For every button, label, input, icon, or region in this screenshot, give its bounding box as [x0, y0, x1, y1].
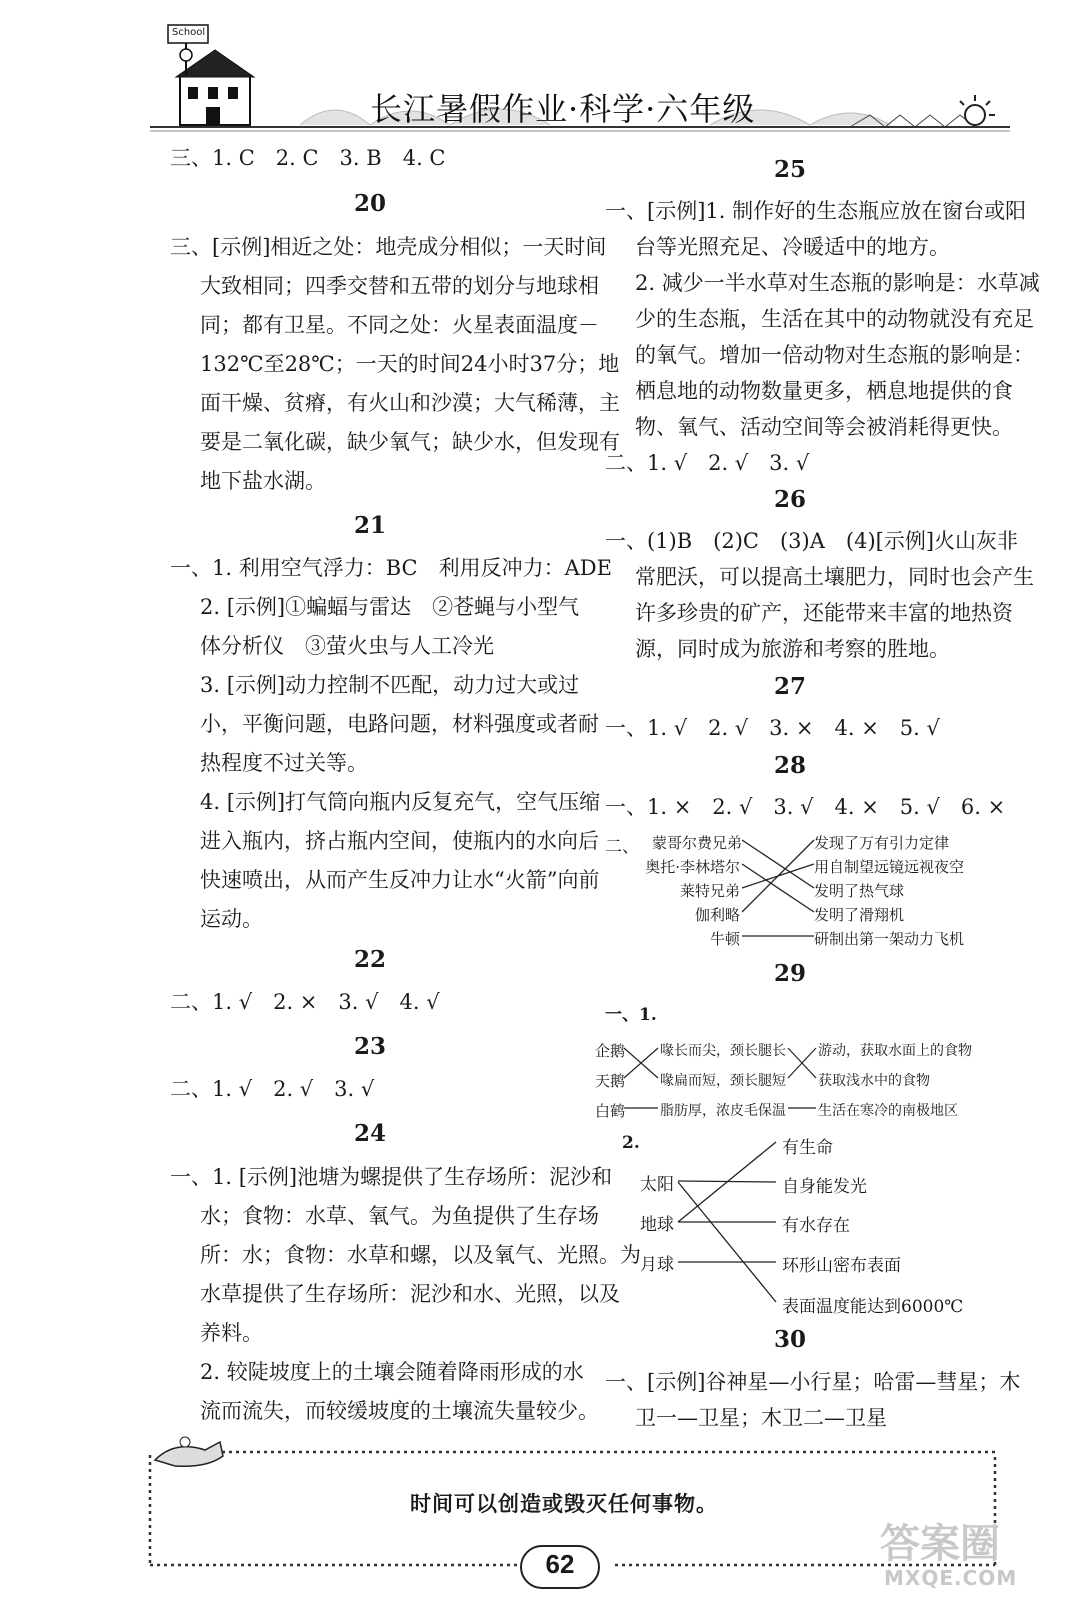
section-number-21: 21 [353, 512, 386, 539]
match-lines-29-2 [676, 1130, 786, 1310]
feature-item: 脂肪厚，浓皮毛保温 [660, 1103, 786, 1119]
match-left-item: 伽利略 [694, 906, 740, 924]
match-prefix: 二、 [605, 837, 639, 857]
text-line: 养料。 [200, 1321, 263, 1345]
match-right-item: 发明了滑翔机 [814, 906, 905, 924]
property-item: 有生命 [782, 1138, 833, 1158]
text-line: 源，同时成为旅游和考察的胜地。 [635, 637, 950, 661]
property-item: 自身能发光 [782, 1177, 867, 1197]
section-number-27: 27 [773, 673, 806, 700]
section-number-20: 20 [353, 190, 386, 217]
text-line: 卫一—卫星；木卫二—卫星 [635, 1406, 887, 1430]
animal-item: 白鹤 [595, 1102, 626, 1120]
section-number-29: 29 [773, 960, 806, 987]
text-line: 运动。 [200, 907, 263, 931]
text-line: 流而流失，而较缓坡度的土壤流失量较少。 [200, 1399, 599, 1423]
section-number-24: 24 [353, 1120, 386, 1147]
match-left-item: 牛顿 [709, 930, 740, 948]
match-right-item: 用自制望远镜远视夜空 [814, 858, 965, 876]
section-number-23: 23 [353, 1033, 386, 1060]
body-item: 地球 [640, 1215, 674, 1235]
text-line: 2. 减少一半水草对生态瓶的影响是：水草减 [635, 271, 1040, 295]
question-label: 2. [622, 1133, 640, 1153]
section-number-30: 30 [773, 1326, 806, 1353]
answer-line-19-3: 三、1. C 2. C 3. B 4. C [170, 146, 446, 170]
text-line: 地下盐水湖。 [200, 469, 326, 493]
text-line: 快速喷出，从而产生反冲力让水“火箭”向前 [200, 868, 600, 892]
text-line: 二、1. √ 2. √ 3. √ [605, 451, 810, 475]
text-line: 进入瓶内，挤占瓶内空间，使瓶内的水向后 [200, 829, 599, 853]
text-line: 物、氧气、活动空间等会被消耗得更快。 [635, 415, 1013, 439]
text-line: 所：水；食物：水草和螺，以及氧气、光照。为 [200, 1243, 641, 1267]
habit-item: 获取浅水中的食物 [818, 1073, 930, 1089]
text-line: 少的生态瓶，生活在其中的动物就没有充足 [635, 307, 1034, 331]
body-item: 太阳 [640, 1175, 674, 1195]
question-label: 一、1. [605, 1005, 657, 1025]
match-left-item: 奥托·李林塔尔 [645, 858, 740, 876]
section-number-25: 25 [773, 156, 806, 183]
text-line: 一、1. 利用空气浮力：BC 利用反冲力：ADE [170, 556, 612, 580]
text-line: 许多珍贵的矿产，还能带来丰富的地热资 [635, 601, 1013, 625]
text-line: 小，平衡问题，电路问题，材料强度或者耐 [200, 712, 599, 736]
animal-item: 天鹅 [595, 1072, 626, 1090]
text-line: 4. [示例]打气筒向瓶内反复充气，空气压缩 [200, 790, 601, 814]
text-line: 二、1. √ 2. √ 3. √ [170, 1077, 375, 1101]
text-line: 一、(1)B (2)C (3)A (4)[示例]火山灰非 [605, 529, 1019, 553]
property-item: 环形山密布表面 [782, 1256, 901, 1276]
match-left-item: 蒙哥尔费兄弟 [652, 834, 743, 852]
match-left-item: 莱特兄弟 [679, 882, 740, 900]
text-line: 一、[示例]1. 制作好的生态瓶应放在窗台或阳 [605, 199, 1027, 223]
text-line: 二、1. √ 2. × 3. √ 4. √ [170, 990, 440, 1014]
text-line: 132℃至28℃；一天的时间24小时37分；地 [200, 352, 620, 376]
header-title: 长江暑假作业·科学·六年级 [370, 90, 756, 128]
match-right-item: 研制出第一架动力飞机 [814, 930, 965, 948]
property-item: 有水存在 [782, 1216, 850, 1236]
text-line: 体分析仪 ③萤火虫与人工冷光 [200, 634, 494, 658]
school-sign: School [172, 27, 206, 38]
feature-item: 喙扁而短，颈长腿短 [660, 1073, 786, 1089]
text-line: 2. [示例]①蝙蝠与雷达 ②苍蝇与小型气 [200, 595, 580, 619]
section-number-26: 26 [773, 486, 806, 513]
page-number: 62 [545, 1549, 575, 1579]
text-line: 3. [示例]动力控制不匹配，动力过大或过 [200, 673, 580, 697]
property-item: 表面温度能达到6000℃ [782, 1297, 964, 1317]
habit-item: 游动，获取水面上的食物 [818, 1043, 972, 1059]
text-line: 同；都有卫星。不同之处：火星表面温度－ [200, 313, 599, 337]
match-right-item: 发明了热气球 [814, 882, 905, 900]
match-lines-29-1 [620, 1036, 860, 1126]
text-line: 一、[示例]谷神星—小行星；哈雷—彗星；木 [605, 1370, 1021, 1394]
match-lines-28 [740, 828, 820, 948]
text-line: 面干燥、贫瘠，有火山和沙漠；大气稀薄，主 [200, 391, 620, 415]
text-line: 台等光照充足、冷暖适中的地方。 [635, 235, 950, 259]
section-number-22: 22 [353, 946, 386, 973]
text-line: 一、1. [示例]池塘为螺提供了生存场所：泥沙和 [170, 1165, 613, 1189]
text-line: 要是二氧化碳，缺少氧气；缺少水，但发现有 [200, 430, 620, 454]
text-line: 一、1. × 2. √ 3. √ 4. × 5. √ 6. × [605, 795, 1006, 819]
body-item: 月球 [640, 1255, 674, 1275]
text-line: 的氧气。增加一倍动物对生态瓶的影响是： [635, 343, 1034, 367]
animal-item: 企鹅 [595, 1042, 626, 1060]
watermark-url: MXQE.COM [884, 1566, 1018, 1590]
habit-item: 生活在寒冷的南极地区 [818, 1103, 958, 1119]
text-line: 三、[示例]相近之处：地壳成分相似；一天时间 [170, 235, 607, 259]
match-right-item: 发现了万有引力定律 [814, 834, 950, 852]
text-line: 大致相同；四季交替和五带的划分与地球相 [200, 274, 599, 298]
text-line: 一、1. √ 2. √ 3. × 4. × 5. √ [605, 716, 940, 740]
watermark-text: 答案圈 [880, 1521, 1000, 1567]
text-line: 水；食物：水草、氧气。为鱼提供了生存场 [200, 1204, 599, 1228]
text-line: 常肥沃，可以提高土壤肥力，同时也会产生 [635, 565, 1034, 589]
feature-item: 喙长而尖，颈长腿长 [660, 1043, 786, 1059]
text-line: 水草提供了生存场所：泥沙和水、光照，以及 [200, 1282, 620, 1306]
section-number-28: 28 [773, 752, 806, 779]
text-line: 2. 较陡坡度上的土壤会随着降雨形成的水 [200, 1360, 584, 1384]
text-line: 热程度不过关等。 [200, 751, 368, 775]
text-line: 栖息地的动物数量更多，栖息地提供的食 [635, 379, 1013, 403]
footer-motto: 时间可以创造或毁灭任何事物。 [410, 1491, 718, 1516]
